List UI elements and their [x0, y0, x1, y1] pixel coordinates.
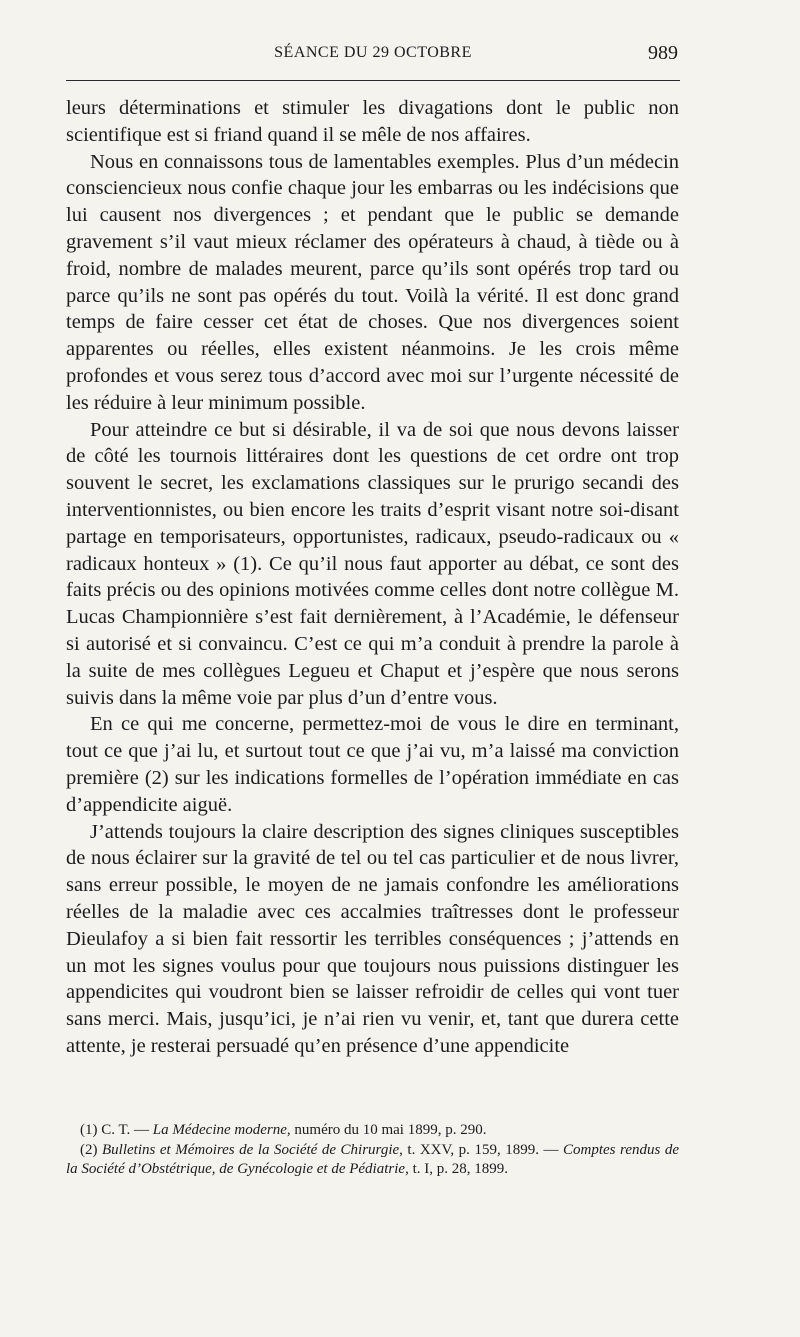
footnote-1-rest: , numéro du 10 mai 1899, p. 290. [286, 1122, 487, 1138]
body-text [66, 95, 679, 1060]
paragraph-1: leurs déterminations et stimuler les divagations dont le public non scientifique est si friand quand il se mêle de nos affaires. [66, 97, 679, 146]
footnote-1 [66, 1121, 679, 1141]
paragraph-2: Nous en connaissons tous de lamentables exemples. Plus d’un médecin consciencieux nous confie chaque jour les embarras ou les indécisions que lui causent nos divergences ; et pendant que le public se demande gravement s’il vaut mieux réclamer des opérateurs à chaud, à tiède ou à froid, nombre de malades meurent, parce qu’ils sont opérés trop tard ou parce qu’ils ne sont pas opérés du tout. Voilà la vérité. Il est donc grand temps de faire cesser cet état de choses. Que nos divergences soient apparentes ou réelles, elles existent néanmoins. Je les crois même profondes et vous serez tous d’accord avec moi sur l’urgente nécessité de les réduire à leur minimum possible. [66, 150, 679, 414]
footnotes [66, 1121, 679, 1180]
header-rule [66, 80, 680, 81]
header-title: SÉANCE DU 29 OCTOBRE [274, 44, 472, 61]
footnote-2-marker: (2) [80, 1141, 103, 1158]
footnote-2-title-2: Comptes rendus de la Société d’Obstétrique, de Gynécologie et de Pédiatrie [66, 1141, 679, 1178]
running-header [66, 42, 680, 68]
footnote-2-rest: , t. I, p. 28, 1899. [405, 1161, 508, 1178]
paragraph-3: Pour atteindre ce but si désirable, il va de soi que nous devons laisser de côté les tournois littéraires dont les questions de cet ordre ont trop souvent le secret, les exclamations classiques sur le prurigo secandi des interventionnistes, ou bien encore les traits d’esprit visant notre soi-disant partage en temporisateurs, opportunistes, radicaux, pseudo-radicaux ou « radicaux honteux » (1). Ce qu’il nous faut apporter au débat, ce sont des faits précis ou des opinions motivées comme celles dont notre collègue M. Lucas Championnière s’est fait dernièrement, à l’Académie, le défenseur si autorisé et si convaincu. C’est ce qui m’a conduit à prendre la parole à la suite de mes collègues Legueu et Chaput et j’espère que nous serons suivis dans la même voie par plus d’un d’entre vous. [66, 418, 679, 709]
footnote-2-mid: , t. XXV, p. 159, 1899. — [399, 1141, 564, 1158]
footnote-1-title: La Médecine moderne [152, 1122, 287, 1138]
paragraph-4: En ce qui me concerne, permettez-moi de vous le dire en terminant, tout ce que j’ai lu, et surtout tout ce que j’ai vu, m’a laissé ma conviction première (2) sur les indications formelles de l’opération immédiate en cas d’appendicite aiguë. [66, 713, 679, 816]
footnote-2 [66, 1141, 679, 1180]
paragraph-5: J’attends toujours la claire description des signes cliniques susceptibles de nous éclairer sur la gravité de tel ou tel cas particulier et de nous livrer, sans erreur possible, le moyen de ne jamais confondre les améliorations réelles de la maladie avec ces accalmies traîtresses dont le professeur Dieulafoy a si bien fait ressortir les terribles conséquences ; j’attends en un mot les signes voulus pour que toujours nous puissions distinguer les appendicites qui voudront bien se laisser refroidir de celles qui vont tuer sans merci. Mais, jusqu’ici, je n’ai rien vu venir, et, tant que durera cette attente, je resterai persuadé qu’en présence d’une appendicite [66, 820, 679, 1057]
footnote-1-marker: (1) C. T. — [80, 1122, 153, 1138]
footnote-2-title-1: Bulletins et Mémoires de la Société de Chirurgie [102, 1141, 400, 1158]
page-number: 989 [648, 42, 678, 64]
